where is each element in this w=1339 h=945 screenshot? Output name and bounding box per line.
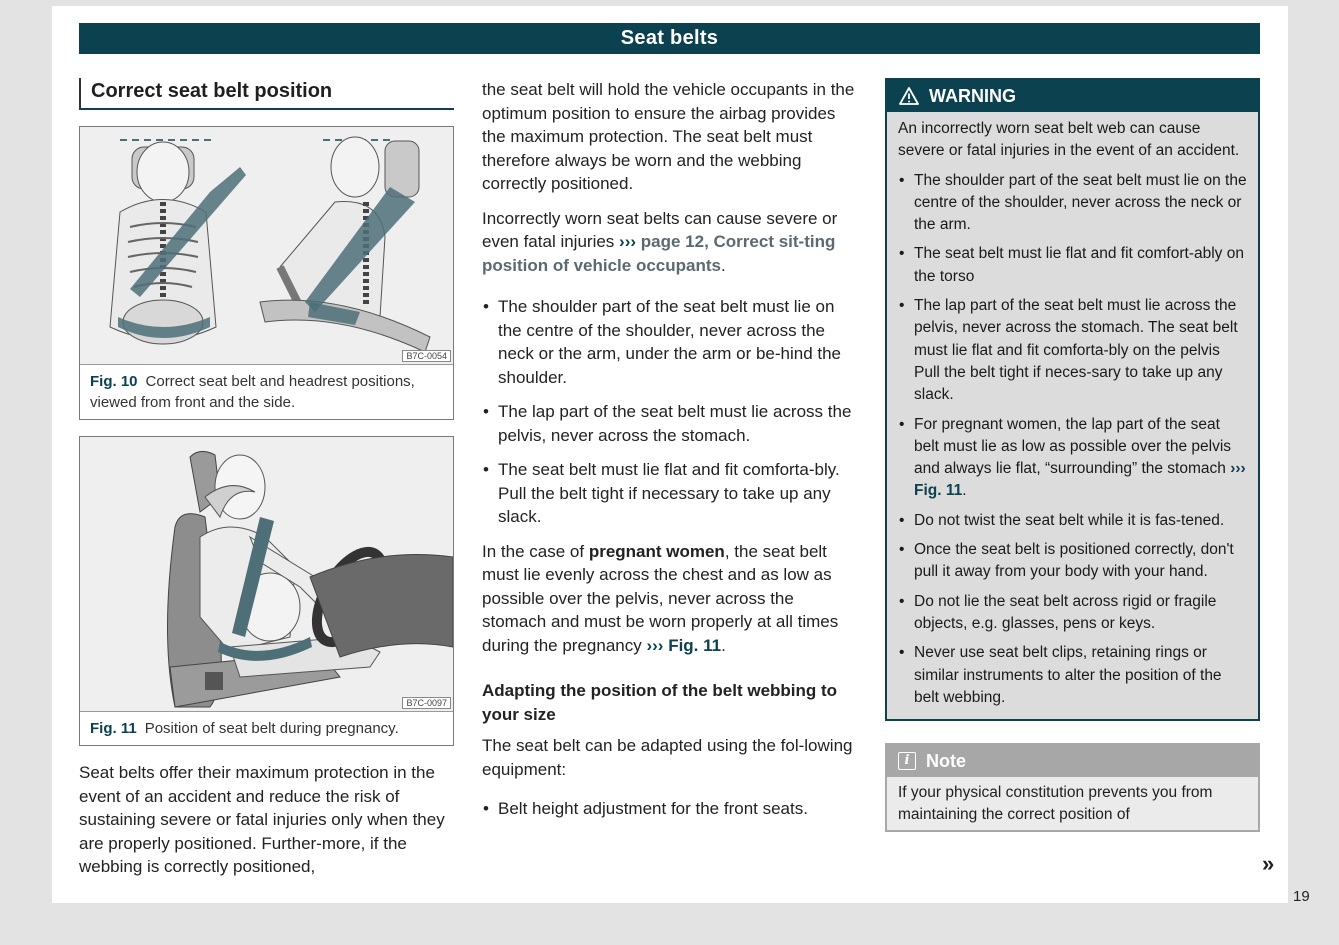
pregnant-driver-illustration — [80, 437, 453, 712]
figure-11-caption-text: Position of seat belt during pregnancy. — [144, 720, 399, 737]
column-left — [79, 78, 454, 879]
figure-11-illustration — [80, 437, 453, 712]
warning-item-8: • Never use seat belt clips, retaining rings or similar instruments to alter the position of the belt webbing. — [898, 642, 1247, 709]
page-header: Seat belts — [79, 23, 1260, 54]
col2-p3-text: In the case of — [482, 541, 585, 561]
col2-p2-end: . — [720, 255, 726, 275]
warning-title: WARNING — [929, 86, 1016, 106]
warning-item-7: • Do not lie the seat belt across rigid or fragile objects, e.g. glasses, pens or keys. — [898, 591, 1247, 636]
col2-bullet-last: • Belt height adjustment for the front seats. — [482, 797, 857, 821]
warning-item-6: • Once the seat belt is positioned correctly, don't pull it away from your body with your hand. — [898, 539, 1247, 584]
page-12-link[interactable]: page 12, Correct sit-ting position of vehicle occupants — [482, 232, 836, 275]
warning-item-5: • Do not twist the seat belt while it is fas-tened. — [898, 510, 1247, 532]
figure-10-caption — [80, 365, 453, 419]
col2-paragraph-1: the seat belt will hold the vehicle occupants in the optimum position to ensure the airbag provides the maximum protection. The seat belt must therefore always be worn and the webbing correctly positioned. — [482, 80, 855, 193]
seatbelt-front-side-illustration — [80, 127, 453, 365]
warning-item-3: • The lap part of the seat belt must lie across the pelvis, never across the stomach. The seat belt must lie flat and fit comforta-bly on the pelvis Pull the belt tight if neces-sary to take up any slack. — [898, 295, 1247, 406]
pregnant-women-bold: pregnant women — [588, 541, 725, 561]
reference-arrow: ››› — [1230, 460, 1246, 478]
column-middle — [482, 78, 857, 832]
figure-10-label: Fig. 10 — [90, 373, 138, 390]
col2-p3-body: , the seat belt must lie evenly across the chest and as low as possible over the pelvis, never across the stomach and must be worn properly at all times during the pregnancy — [482, 541, 839, 655]
col2-bullet-3: • The seat belt must lie flat and fit comforta-bly. Pull the belt tight if necessary to take up any slack. — [482, 458, 857, 529]
warning-intro: An incorrectly worn seat belt web can cause severe or fatal injuries in the event of an accident. — [898, 120, 1240, 160]
col2-bullet-1: • The shoulder part of the seat belt must lie on the centre of the shoulder, never across the neck or the arm, under the arm or be-hind the shoulder. — [482, 295, 857, 389]
col2-subheading: Adapting the position of the belt webbing to your size — [482, 681, 838, 724]
continue-arrow-icon: » — [1262, 851, 1275, 876]
figure-11-code: B7C-0097 — [402, 697, 451, 709]
reference-arrow: ››› — [619, 232, 637, 251]
figure-11 — [79, 436, 454, 746]
warning-pregnant-text: For pregnant women, the lap part of the seat belt must lie as low as possible over the pelvis and always lie flat, “surrounding” the stomach — [914, 415, 1232, 478]
note-box — [885, 743, 1260, 832]
warning-pregnant-end: . — [962, 482, 967, 500]
note-body: If your physical constitution prevents you from maintaining the correct position of — [887, 777, 1258, 830]
page-number: 19 — [1293, 888, 1310, 905]
figure-11-label: Fig. 11 — [90, 720, 137, 737]
warning-body — [887, 112, 1258, 719]
warning-item-pregnant — [898, 414, 1247, 503]
figure-10-illustration — [80, 127, 453, 365]
warning-triangle-icon — [899, 87, 919, 105]
note-header — [887, 745, 1258, 777]
note-title: Note — [926, 751, 966, 772]
figure-10-code: B7C-0054 — [402, 350, 451, 362]
reference-arrow: ››› — [646, 635, 664, 655]
col2-p3-end: . — [721, 635, 726, 655]
warning-item-2: • The seat belt must lie flat and fit comfort-ably on the torso — [898, 243, 1247, 288]
col2-paragraph-2 — [482, 207, 857, 278]
section-title: Correct seat belt position — [79, 78, 454, 110]
figure-10-caption-text: Correct seat belt and headrest positions, viewed from front and the side. — [90, 373, 415, 411]
info-icon: i — [898, 752, 916, 770]
col1-paragraph: Seat belts offer their maximum protection in the event of an accident and reduce the risk of sustaining severe or fatal injuries only when they are properly positioned. Further-more, if the webbing is correctly positioned, — [79, 763, 445, 876]
warning-item-1: • The shoulder part of the seat belt must lie on the centre of the shoulder, never across the neck or the arm. — [898, 170, 1247, 237]
warning-fig-11-link[interactable]: Fig. 11 — [914, 482, 963, 500]
figure-10 — [79, 126, 454, 420]
col2-paragraph-4: The seat belt can be adapted using the fol-lowing equipment: — [482, 736, 853, 779]
column-right — [885, 78, 1260, 832]
col2-p2-text: Incorrectly worn seat belts can cause severe or even fatal injuries — [482, 208, 838, 251]
col2-bullet-2: • The lap part of the seat belt must lie across the pelvis, never across the stomach. — [482, 400, 857, 447]
warning-box — [885, 78, 1260, 721]
col2-paragraph-3 — [482, 540, 857, 658]
warning-header — [887, 80, 1258, 112]
figure-11-caption — [80, 712, 453, 745]
fig-11-link[interactable]: Fig. 11 — [668, 635, 722, 655]
